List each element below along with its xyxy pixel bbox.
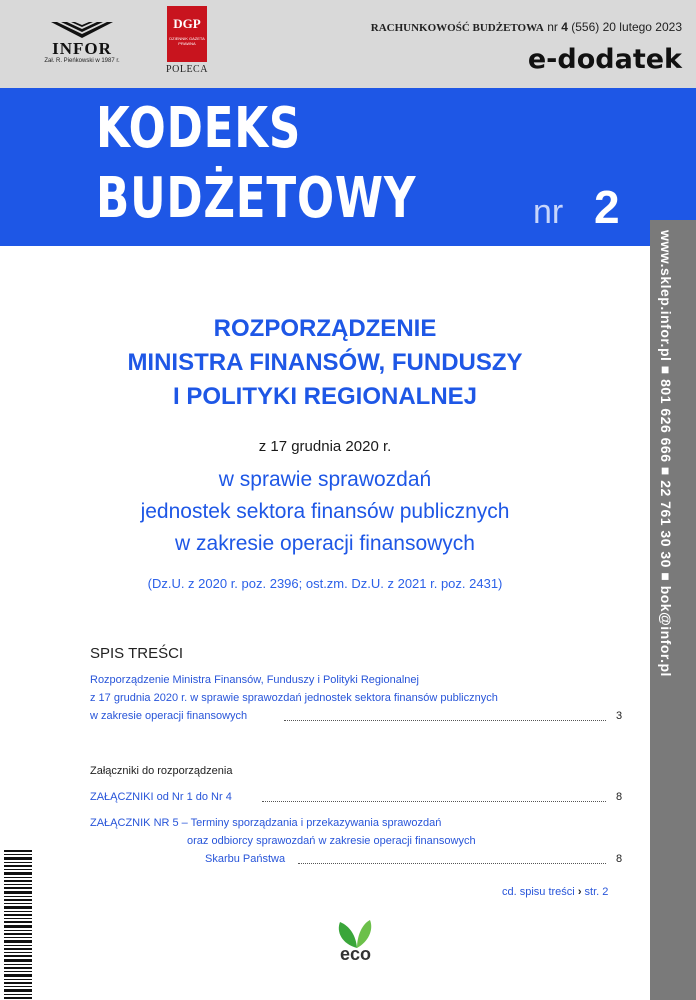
regulation-subject-line1: w sprawie sprawozdań xyxy=(218,468,432,491)
toc-heading: SPIS TREŚCI xyxy=(90,645,184,662)
toc-continued-page: str. 2 xyxy=(584,886,609,898)
toc-entry2[interactable]: ZAŁĄCZNIKI od Nr 1 do Nr 4 xyxy=(90,791,232,803)
regulation-subject-line2: jednostek sektora finansów publicznych xyxy=(140,500,510,523)
issue-number: 4 xyxy=(561,20,568,34)
toc-entry2-leader xyxy=(262,801,606,802)
toc-annex-heading: Załączniki do rozporządzenia xyxy=(90,765,233,777)
toc-entry1-page: 3 xyxy=(616,710,623,722)
toc-entry3-line1[interactable]: ZAŁĄCZNIK NR 5 – Terminy sporządzania i przekazywania sprawozdań xyxy=(90,817,442,829)
issue-info xyxy=(371,20,682,34)
issue-date: 20 lutego 2023 xyxy=(602,20,682,34)
toc-entry3-line3[interactable]: Skarbu Państwa xyxy=(205,853,286,865)
series-title-line2: BUDŻETOWY xyxy=(96,166,417,231)
dgp-logo xyxy=(158,6,216,80)
toc-entry1-line2[interactable]: z 17 grudnia 2020 r. w sprawie sprawozdań jednostek sektora finansów publicznych xyxy=(90,692,498,704)
barcode-icon xyxy=(0,850,32,1000)
series-title-line1: KODEKS xyxy=(96,96,302,161)
dgp-badge xyxy=(167,6,207,62)
arrow-right-icon: › xyxy=(577,886,582,898)
issue-seq: (556) xyxy=(571,20,600,34)
issue-nr-label: nr xyxy=(547,20,558,34)
regulation-reference: (Dz.U. z 2020 r. poz. 2396; ost.zm. Dz.U. z 2021 r. poz. 2431) xyxy=(147,576,503,591)
infor-tagline: Zał. R. Pieńkowski w 1987 r. xyxy=(44,58,120,64)
toc-entry2-page: 8 xyxy=(616,791,623,803)
regulation-subject-line3: w zakresie operacji finansowych xyxy=(175,532,475,555)
contact-text: www.sklep.infor.pl ■ 801 626 666 ■ 22 761 30 30 ■ bok@infor.pl xyxy=(658,230,674,677)
regulation-date: z 17 grudnia 2020 r. xyxy=(258,438,392,455)
publication-name: RACHUNKOWOŚĆ BUDŻETOWA xyxy=(370,22,544,34)
toc-entry1-line1[interactable]: Rozporządzenie Ministra Finansów, Funduszy i Polityki Regionalnej xyxy=(90,674,419,686)
eco-wordmark: eco xyxy=(340,944,372,964)
toc-continued[interactable] xyxy=(502,886,608,898)
infor-wings-icon xyxy=(47,18,117,40)
infor-wordmark: INFOR xyxy=(52,39,112,58)
regulation-title-line3: I POLITYKI REGIONALNEJ xyxy=(172,383,478,410)
regulation-title-line2: MINISTRA FINANSÓW, FUNDUSZY xyxy=(127,349,523,376)
infor-logo xyxy=(32,18,132,74)
toc-entry3-page: 8 xyxy=(616,853,623,865)
edition-label: e-dodatek xyxy=(527,44,682,75)
toc-entry1-leader xyxy=(284,720,606,721)
dgp-subtitle: DZIENNIK GAZETA PRAWNA xyxy=(169,36,205,46)
toc-entry3-leader xyxy=(298,863,606,864)
eco-logo xyxy=(322,916,392,982)
dgp-poleca: POLECA xyxy=(166,64,208,75)
series-nr-label: nr xyxy=(533,193,564,231)
toc-entry3-line2[interactable]: oraz odbiorcy sprawozdań w zakresie operacji finansowych xyxy=(187,835,476,847)
dgp-wordmark: DGP xyxy=(173,16,201,31)
series-nr-value: 2 xyxy=(594,181,620,233)
toc-entry1-line3[interactable]: w zakresie operacji finansowych xyxy=(90,710,248,722)
regulation-title-line1: ROZPORZĄDZENIE xyxy=(213,315,437,342)
toc-continued-label: cd. spisu treści xyxy=(502,886,575,898)
contact-vertical xyxy=(658,228,688,728)
